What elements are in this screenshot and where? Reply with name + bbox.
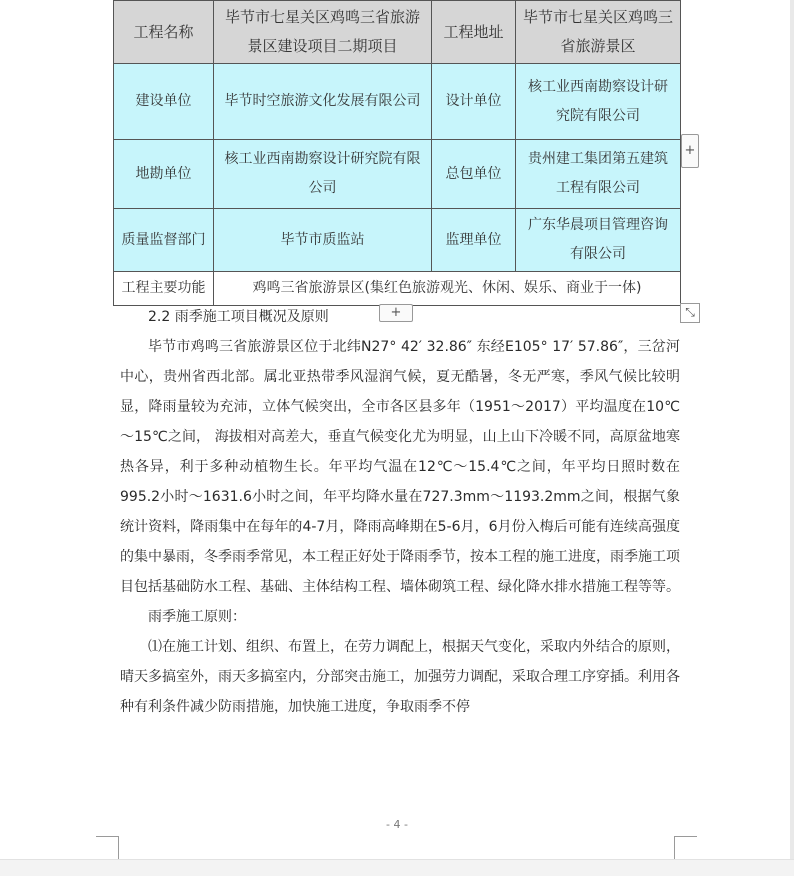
principles-title: 雨季施工原则： — [148, 609, 246, 625]
document-body — [120, 302, 680, 722]
paragraph-principle-1: ⑴在施工计划、组织、布置上，在劳力调配上，根据天气变化，采取内外结合的原则，晴天多搞室外，雨天多搞室内，分部突击施工，加强劳力调配，采取合理工序穿插。利用各种有利条件减少防雨措施，加快施工进度，争取雨季不停 — [120, 639, 680, 715]
table-cell-label[interactable]: 工程主要功能 — [114, 272, 214, 306]
table-row — [114, 272, 681, 306]
margin-corner-mark-right — [674, 836, 697, 859]
table-cell-value[interactable]: 核工业西南勘察设计研究院有限公司 — [516, 64, 681, 140]
table-cell-label[interactable]: 地勘单位 — [114, 140, 214, 209]
add-column-button[interactable]: + — [681, 134, 699, 168]
table-cell-label[interactable]: 工程名称 — [114, 1, 214, 64]
page-edge-bottom — [0, 859, 794, 876]
project-info-table — [113, 0, 681, 306]
table-cell-value[interactable]: 贵州建工集团第五建筑工程有限公司 — [516, 140, 681, 209]
table-row — [114, 64, 681, 140]
table-cell-label[interactable]: 建设单位 — [114, 64, 214, 140]
table-cell-value[interactable]: 毕节时空旅游文化发展有限公司 — [214, 64, 432, 140]
paragraph-overview: 毕节市鸡鸣三省旅游景区位于北纬N27° 42′ 32.86″ 东经E105° 17′ 57.86″，三岔河中心，贵州省西北部。属北亚热带季风湿润气候，夏无酷暑，冬无严寒，季风气候比较明显，降雨量较为充沛，立体气候突出，全市各区县多年（1951～2017）平均温度在10℃～15℃之间， 海拔相对高差大，垂直气候变化尤为明显，山上山下冷暖不同，高原盆地寒热各异，利于多种动植物生长。年平均气温在12℃～15.4℃之间，年平均日照时数在995.2小时～1631.6小时之间，年平均降水量在727.3mm～1193.2mm之间，根据气象统计资料，降雨集中在每年的4-7月，降雨高峰期在5-6月，6月份入梅后可能有连续高强度的集中暴雨，冬季雨季常见，本工程正好处于降雨季节，按本工程的施工进度，雨季施工项目包括基础防水工程、基础、主体结构工程、墙体砌筑工程、绿化降水排水措施工程等等。 — [120, 339, 680, 595]
table-cell-value[interactable]: 毕节市七星关区鸡鸣三省旅游景区建设项目二期项目 — [214, 1, 432, 64]
add-row-button[interactable]: + — [379, 304, 413, 322]
table-cell-value[interactable]: 鸡鸣三省旅游景区(集红色旅游观光、休闲、娱乐、商业于一体) — [214, 272, 681, 306]
table-row — [114, 140, 681, 209]
table-cell-label[interactable]: 质量监督部门 — [114, 209, 214, 272]
table-cell-value[interactable]: 毕节市质监站 — [214, 209, 432, 272]
section-heading: 2.2 雨季施工项目概况及原则 — [148, 309, 329, 325]
table-cell-label[interactable]: 总包单位 — [432, 140, 516, 209]
table-cell-label[interactable]: 设计单位 — [432, 64, 516, 140]
table-row — [114, 209, 681, 272]
page-edge-right — [790, 0, 794, 876]
table-row — [114, 1, 681, 64]
table-cell-value[interactable]: 广东华晨项目管理咨询有限公司 — [516, 209, 681, 272]
margin-corner-mark-left — [96, 836, 119, 859]
table-cell-label[interactable]: 监理单位 — [432, 209, 516, 272]
table-resize-handle[interactable]: ⤡ — [680, 303, 700, 323]
table-cell-label[interactable]: 工程地址 — [432, 1, 516, 64]
table-cell-value[interactable]: 毕节市七星关区鸡鸣三省旅游景区 — [516, 1, 681, 64]
table-cell-value[interactable]: 核工业西南勘察设计研究院有限公司 — [214, 140, 432, 209]
page-number: - 4 - — [386, 818, 408, 831]
